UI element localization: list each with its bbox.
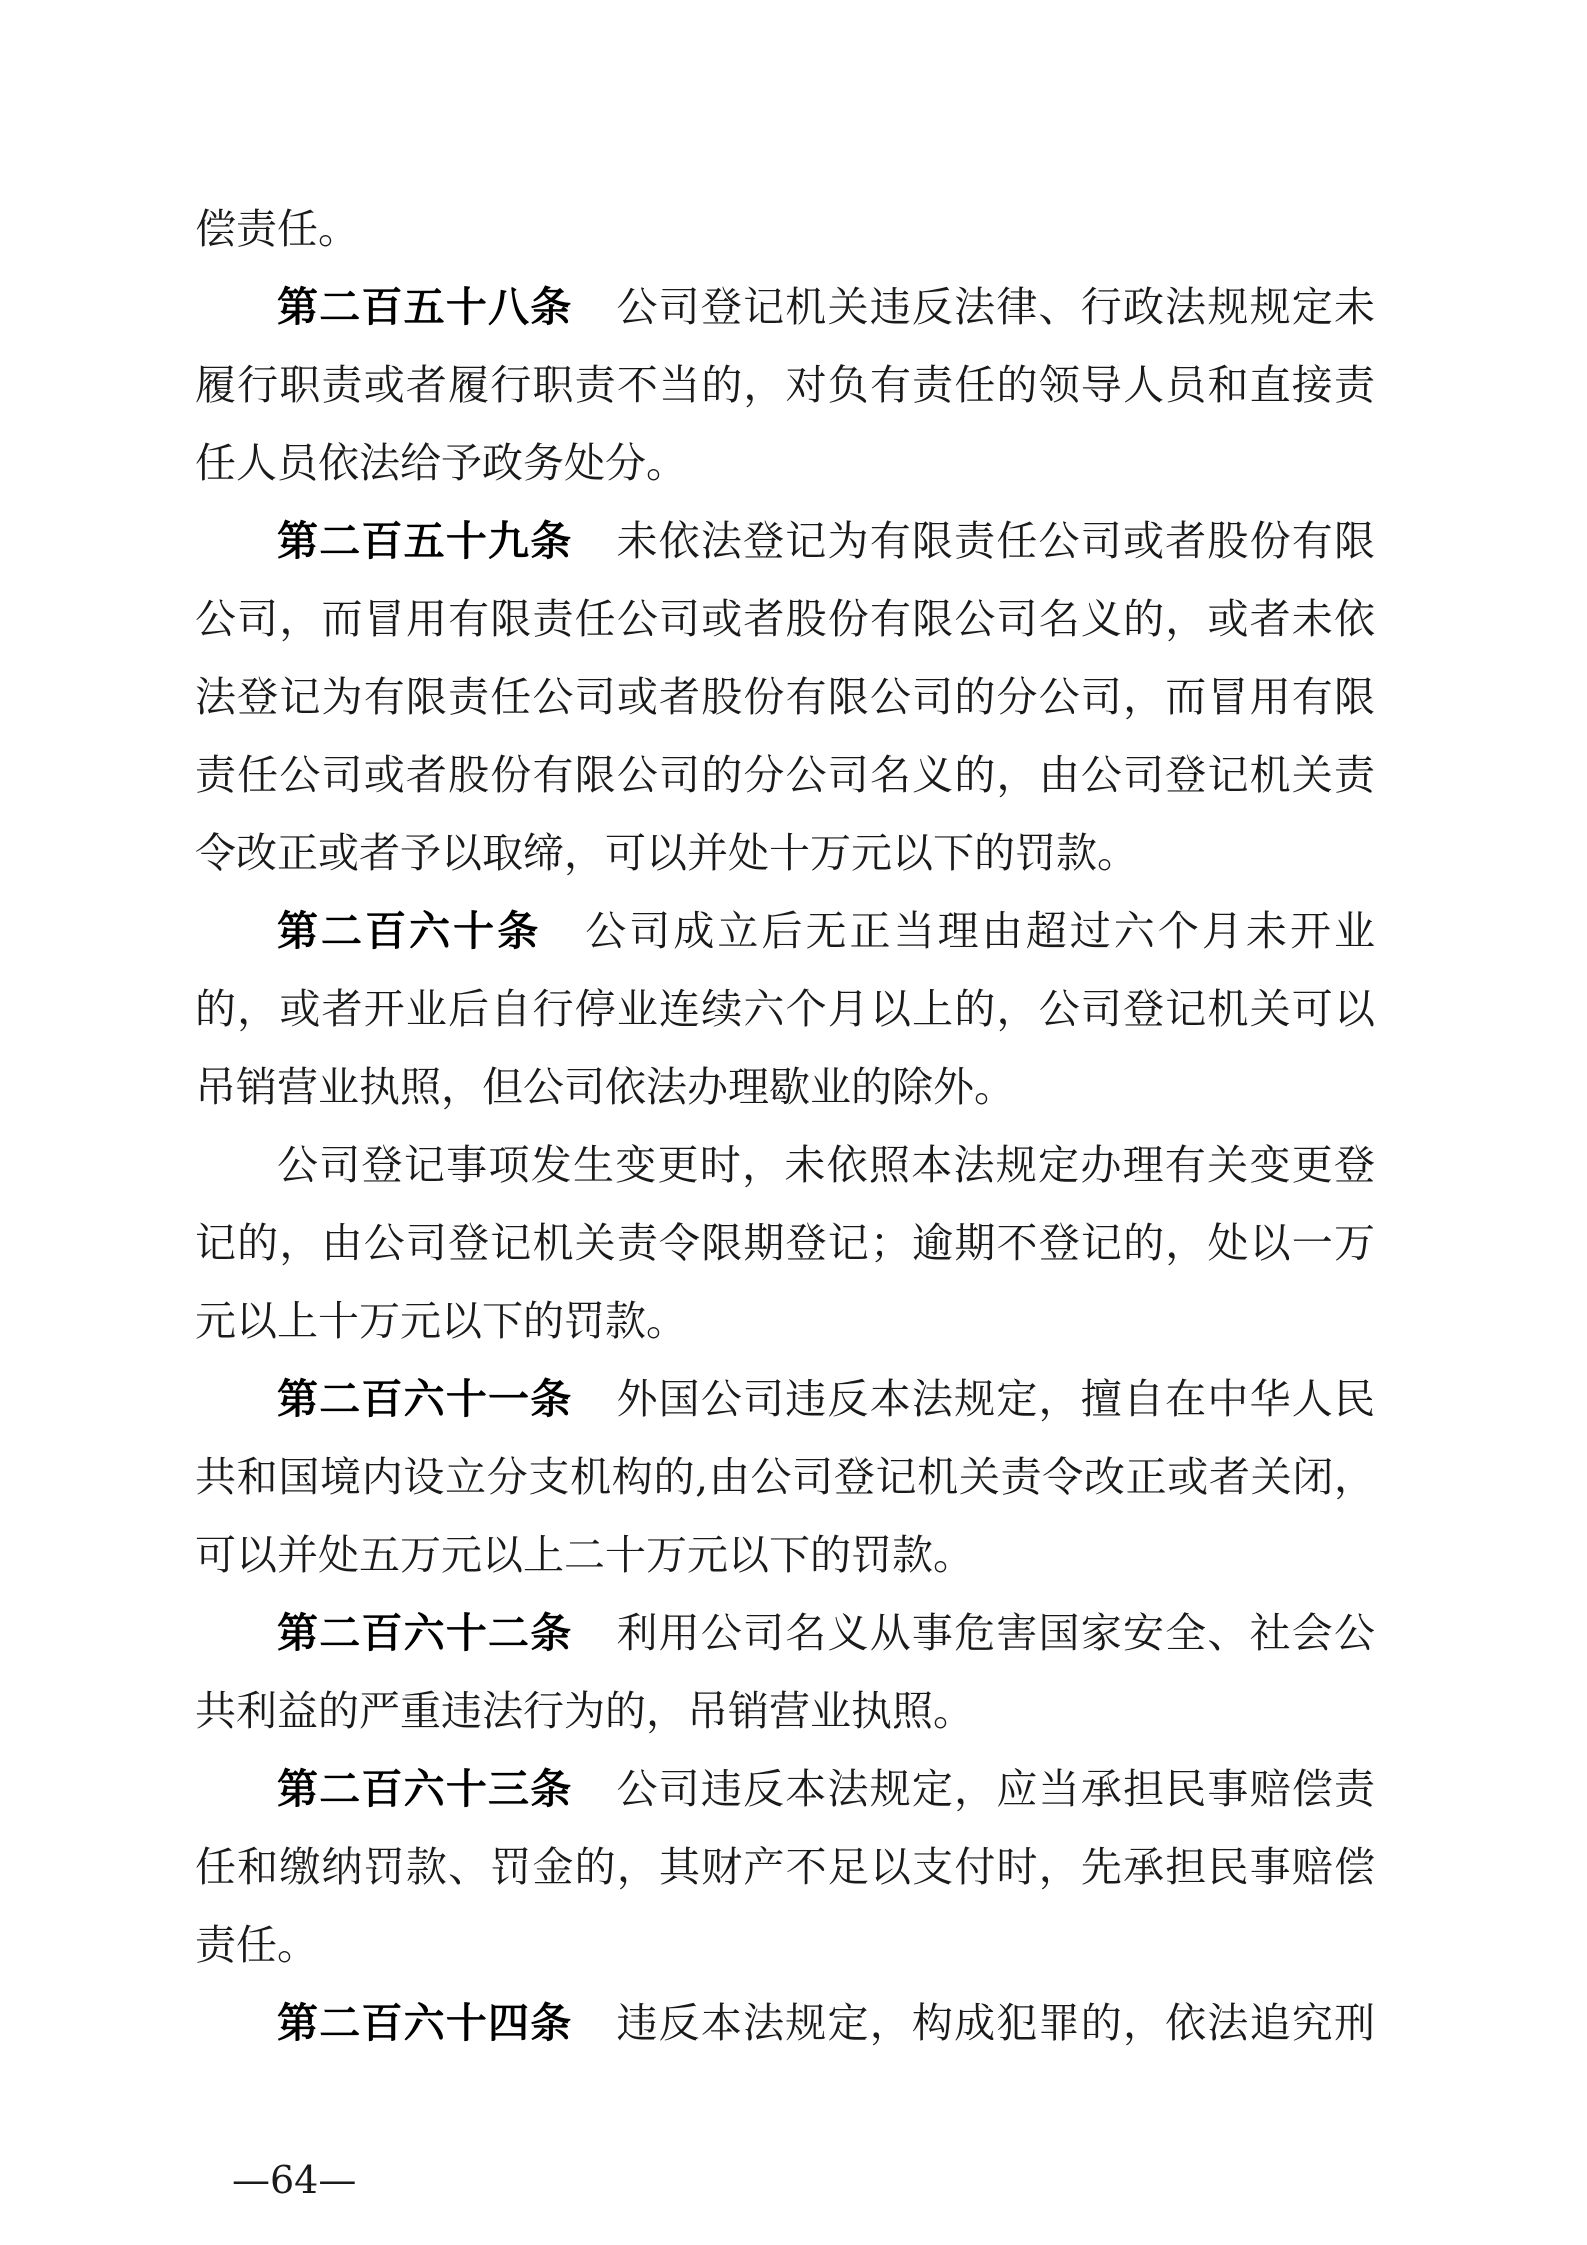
article-260-heading-line — [277, 892, 1375, 970]
article-264-heading-line — [277, 1984, 1375, 2062]
line-text: 外国公司违反本法规定，擅自在中华人民 — [616, 1375, 1376, 1423]
line-text: 公司违反本法规定，应当承担民事赔偿责 — [616, 1765, 1376, 1813]
line-text: 的，或者开业后自行停业连续六个月以上的，公司登记机关可以 — [195, 985, 1375, 1033]
line-text: 公司登记机关违反法律、行政法规规定未 — [616, 283, 1376, 331]
text-line — [195, 1906, 1375, 1984]
line-text: 可以并处五万元以上二十万元以下的罚款。 — [195, 1531, 974, 1579]
line-text: 记的，由公司登记机关责令限期登记；逾期不登记的，处以一万 — [195, 1219, 1375, 1267]
line-text: 履行职责或者履行职责不当的，对负有责任的领导人员和直接责 — [195, 361, 1375, 409]
article-number: 第二百五十八条 — [277, 283, 573, 331]
paragraph-first-line — [277, 1126, 1375, 1204]
line-text: 任和缴纳罚款、罚金的，其财产不足以支付时，先承担民事赔偿 — [195, 1843, 1375, 1891]
line-text: 共和国境内设立分支机构的,由公司登记机关责令改正或者关闭， — [195, 1453, 1375, 1501]
article-263-heading-line — [277, 1750, 1375, 1828]
page-number: —64— — [232, 2158, 357, 2202]
line-text: 法登记为有限责任公司或者股份有限公司的分公司，而冒用有限 — [195, 673, 1375, 721]
text-line — [195, 1282, 1375, 1360]
article-number: 第二百六十三条 — [277, 1765, 573, 1813]
text-line — [195, 346, 1375, 424]
line-text: 元以上十万元以下的罚款。 — [195, 1297, 687, 1345]
article-262-heading-line — [277, 1594, 1375, 1672]
line-text: 任人员依法给予政务处分。 — [195, 439, 687, 487]
line-text: 责任公司或者股份有限公司的分公司名义的，由公司登记机关责 — [195, 751, 1375, 799]
article-number: 第二百六十四条 — [277, 1999, 573, 2047]
line-text: 吊销营业执照，但公司依法办理歇业的除外。 — [195, 1063, 1015, 1111]
line-text: 令改正或者予以取缔，可以并处十万元以下的罚款。 — [195, 829, 1138, 877]
line-text: 偿责任。 — [195, 205, 359, 253]
line-text: 利用公司名义从事危害国家安全、社会公 — [616, 1609, 1376, 1657]
article-number: 第二百六十条 — [277, 907, 542, 955]
article-number: 第二百六十一条 — [277, 1375, 573, 1423]
article-259-heading-line — [277, 502, 1375, 580]
article-number: 第二百五十九条 — [277, 517, 573, 565]
text-line — [195, 580, 1375, 658]
line-text: 公司成立后无正当理由超过六个月未开业 — [585, 907, 1376, 955]
text-line — [195, 736, 1375, 814]
text-line — [195, 970, 1375, 1048]
article-261-heading-line — [277, 1360, 1375, 1438]
text-line — [195, 190, 1375, 268]
text-line — [195, 1438, 1375, 1516]
article-number: 第二百六十二条 — [277, 1609, 573, 1657]
text-line — [195, 658, 1375, 736]
text-line — [195, 814, 1375, 892]
text-line — [195, 424, 1375, 502]
line-text: 共利益的严重违法行为的，吊销营业执照。 — [195, 1687, 974, 1735]
text-line — [195, 1204, 1375, 1282]
line-text: 公司，而冒用有限责任公司或者股份有限公司名义的，或者未依 — [195, 595, 1375, 643]
line-text: 未依法登记为有限责任公司或者股份有限 — [616, 517, 1376, 565]
line-text: 责任。 — [195, 1921, 318, 1969]
text-line — [195, 1672, 1375, 1750]
line-text: 公司登记事项发生变更时，未依照本法规定办理有关变更登 — [277, 1141, 1375, 1189]
line-text: 违反本法规定，构成犯罪的，依法追究刑 — [616, 1999, 1376, 2047]
text-line — [195, 1048, 1375, 1126]
article-258-heading-line — [277, 268, 1375, 346]
text-line — [195, 1828, 1375, 1906]
text-line — [195, 1516, 1375, 1594]
